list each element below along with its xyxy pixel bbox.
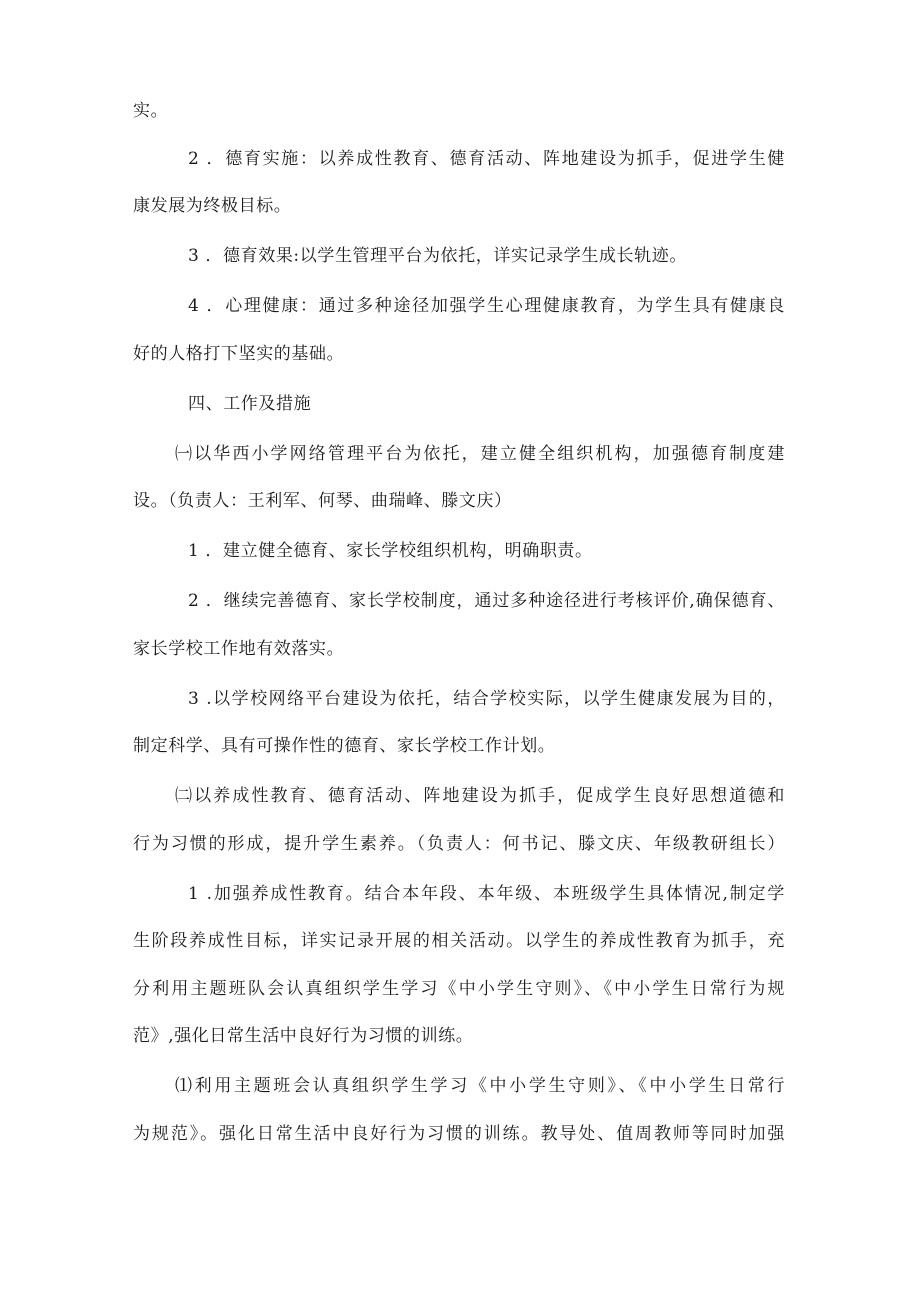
text-line-16: 行为习惯的形成，提升学生素养。（负责人：何书记、滕文庆、年级教研组长） [133,834,785,854]
text-line-10: 1 ．建立健全德育、家长学校组织机构，明确职责。 [188,541,593,561]
text-line-20: 范》,强化日常生活中良好行为习惯的训练。 [133,1026,474,1046]
text-line-5: 4 ．心理健康：通过多种途径加强学生心理健康教育，为学生具有健康良 [188,296,785,316]
text-line-22: 为规范》。强化日常生活中良好行为习惯的训练。教导处、值周教师等同时加强 [133,1124,785,1144]
text-line-11: 2 ．继续完善德育、家长学校制度，通过多种途径进行考核评价,确保德育、 [188,591,785,611]
text-line-21: ⑴利用主题班会认真组织学生学习《中小学生守则》、《中小学生日常行 [175,1076,785,1096]
text-line-3: 康发展为终极目标。 [133,196,292,216]
text-line-12: 家长学校工作地有效落实。 [133,639,345,659]
section-heading: 四、工作及措施 [188,394,312,414]
text-line-2: 2 ．德育实施：以养成性教育、德育活动、阵地建设为抓手，促进学生健 [188,149,785,169]
text-line-14: 制定科学、具有可操作性的德育、家长学校工作计划。 [133,736,556,756]
text-line-6: 好的人格打下坚实的基础。 [133,344,345,364]
text-line-9: 设。（负责人：王利军、何琴、曲瑞峰、滕文庆） [133,491,512,511]
text-line-13: 3 .以学校网络平台建设为依托，结合学校实际，以学生健康发展为目的， [188,689,785,709]
text-line-4: 3 ．德育效果:以学生管理平台为依托，详实记录学生成长轨迹。 [188,246,687,266]
text-line-8: ㈠以华西小学网络管理平台为依托，建立健全组织机构，加强德育制度建 [175,444,785,464]
text-line-18: 生阶段养成性目标，详实记录开展的相关活动。以学生的养成性教育为抓手，充 [133,931,785,951]
text-line-19: 分利用主题班队会认真组织学生学习《中小学生守则》、《中小学生日常行为规 [133,979,785,999]
text-line-15: ㈡以养成性教育、德育活动、阵地建设为抓手，促成学生良好思想道德和 [175,786,785,806]
text-line-1: 实。 [133,101,169,121]
text-line-17: 1 .加强养成性教育。结合本年段、本年级、本班级学生具体情况,制定学 [188,884,785,904]
